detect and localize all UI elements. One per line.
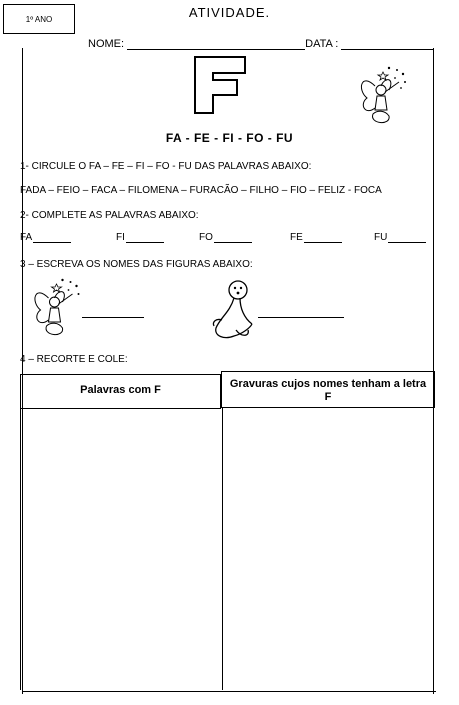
answer-line-seal[interactable] xyxy=(258,317,344,318)
grade-label: 1º ANO xyxy=(25,14,53,24)
syllable-fe: FE xyxy=(290,232,303,243)
syllable-fo: FO xyxy=(199,232,213,243)
name-field[interactable] xyxy=(127,39,305,50)
complete-item-fu xyxy=(374,232,426,243)
name-label: NOME: xyxy=(88,38,125,50)
table-left-edge xyxy=(20,408,21,690)
fairy-icon xyxy=(355,64,410,132)
blank-fa[interactable] xyxy=(33,233,71,243)
fairy-figure-icon xyxy=(27,276,85,344)
frame-bottom-border xyxy=(22,691,436,692)
q3-instruction: 3 – ESCREVA OS NOMES DAS FIGURAS ABAIXO: xyxy=(20,259,253,270)
syllable-fa: FA xyxy=(20,232,33,243)
blank-fi[interactable] xyxy=(126,233,164,243)
syllable-fu: FU xyxy=(374,232,388,243)
complete-item-fa xyxy=(20,232,71,243)
column-header-words-label: Palavras com F xyxy=(80,384,161,396)
big-letter-f xyxy=(193,55,249,115)
syllables-heading: FA - FE - FI - FO - FU xyxy=(165,131,294,145)
complete-item-fi xyxy=(116,232,164,243)
blank-fu[interactable] xyxy=(388,233,426,243)
seal-figure-icon xyxy=(208,278,258,344)
page-title: ATIVIDADE. xyxy=(188,5,271,20)
complete-item-fe xyxy=(290,232,342,243)
name-date-row xyxy=(88,38,433,50)
q1-word-list: FADA – FEIO – FACA – FILOMENA – FURACÃO – FILHO – FIO – FELIZ - FOCA xyxy=(20,185,382,196)
date-label: DATA : xyxy=(305,38,339,50)
blank-fe[interactable] xyxy=(304,233,342,243)
q4-instruction: 4 – RECORTE E COLE: xyxy=(20,354,128,365)
complete-item-fo xyxy=(199,232,252,243)
answer-line-fairy[interactable] xyxy=(82,317,144,318)
column-header-words xyxy=(20,374,221,409)
table-divider xyxy=(222,408,223,690)
q2-instruction: 2- COMPLETE AS PALAVRAS ABAIXO: xyxy=(20,210,199,221)
date-field[interactable] xyxy=(341,39,433,50)
column-header-pictures xyxy=(221,371,435,408)
column-header-pictures-label: Gravuras cujos nomes tenham a letra F xyxy=(229,378,427,403)
syllable-fi: FI xyxy=(116,232,125,243)
blank-fo[interactable] xyxy=(214,233,252,243)
q1-instruction: 1- CIRCULE O FA – FE – FI – FO - FU DAS PALAVRAS ABAIXO: xyxy=(20,161,312,172)
